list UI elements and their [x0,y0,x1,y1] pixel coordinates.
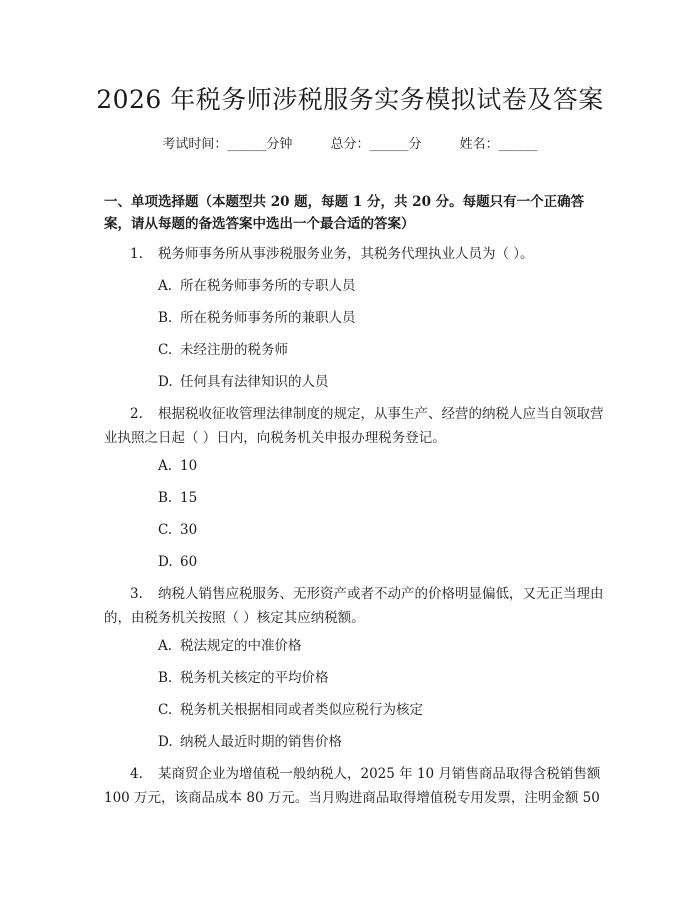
option-letter: C. [158,702,173,718]
option-letter: C. [158,522,173,538]
option-3b [158,668,329,688]
option-1b [158,308,356,328]
question-1 [104,242,604,266]
question-3 [104,582,604,630]
option-1a [158,276,356,296]
option-text: 所在税务师事务所的兼职人员 [180,310,356,326]
option-2d [158,552,197,572]
option-3d [158,732,342,752]
option-1c [158,340,288,360]
option-text: 60 [180,554,198,570]
option-letter: C. [158,342,173,358]
page-title: 2026 年税务师涉税服务实务模拟试卷及答案 [96,85,604,114]
option-text: 10 [180,458,198,474]
question-number: 4. [130,766,143,782]
question-text: 税务师事务所从事涉税服务业务，其税务代理执业人员为（ ）。 [158,246,534,262]
option-text: 纳税人最近时期的销售价格 [180,734,342,750]
option-letter: A. [158,278,173,294]
question-text: 某商贸企业为增值税一般纳税人，2025 年 10 月销售商品取得含税销售额 100 万元，该商品成本 80 万元。当月购进商品取得增值税专用发票，注明金额 50 [104,766,601,806]
option-letter: A. [158,458,173,474]
total-score-field: 总分：______分 [330,137,422,152]
question-text: 根据税收征收管理法律制度的规定，从事生产、经营的纳税人应当自领取营业执照之日起（ ）日内，向税务机关申报办理税务登记。 [104,406,604,446]
option-3c [158,700,423,720]
option-letter: B. [158,670,173,686]
option-letter: B. [158,490,173,506]
option-letter: D. [158,734,173,750]
exam-meta [0,133,700,152]
option-letter: D. [158,374,173,390]
option-text: 所在税务师事务所的专职人员 [180,278,356,294]
option-text: 税法规定的中准价格 [180,638,302,654]
option-letter: B. [158,310,173,326]
option-2b [158,488,197,508]
exam-time-field: 考试时间：______分钟 [162,137,293,152]
question-2 [104,402,604,450]
option-text: 税务机关核定的平均价格 [180,670,329,686]
option-3a [158,636,302,656]
option-2c [158,520,197,540]
option-text: 任何具有法律知识的人员 [180,374,329,390]
section-heading: 一、单项选择题（本题型共 20 题，每题 1 分，共 20 分。每题只有一个正确答案，请从每题的备选答案中选出一个最合适的答案） [104,194,585,232]
question-4 [104,762,604,810]
question-number: 1. [130,246,143,262]
option-letter: A. [158,638,173,654]
option-text: 税务机关根据相同或者类似应税行为核定 [180,702,423,718]
option-2a [158,456,197,476]
question-number: 3. [130,586,143,602]
question-text: 纳税人销售应税服务、无形资产或者不动产的价格明显偏低，又无正当理由的，由税务机关按照（ ）核定其应纳税额。 [104,586,604,626]
option-text: 30 [180,522,198,538]
option-letter: D. [158,554,173,570]
option-1d [158,372,329,392]
option-text: 未经注册的税务师 [180,342,288,358]
name-field: 姓名：______ [459,137,538,152]
question-number: 2. [130,406,143,422]
option-text: 15 [180,490,198,506]
